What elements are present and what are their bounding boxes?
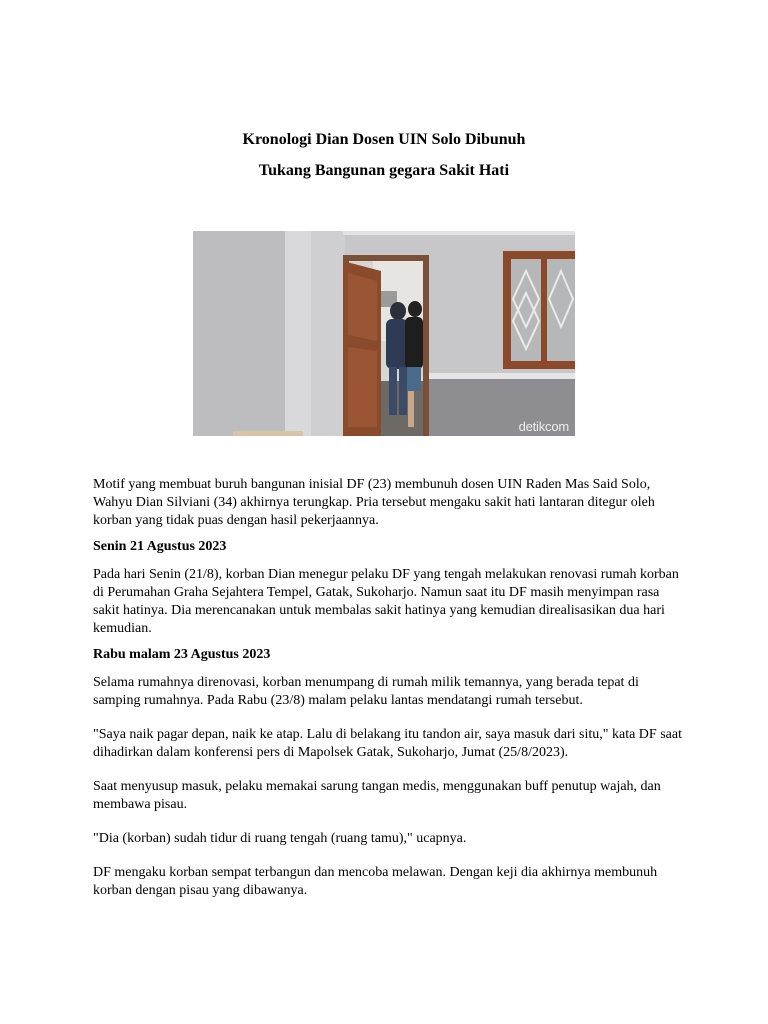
article-body (93, 476, 683, 900)
paragraph-struggle: DF mengaku korban sempat terbangun dan mencoba melawan. Dengan keji dia akhirnya membunuh korban dengan pisau yang dibawanya. (93, 865, 658, 898)
paragraph-quote-entry: "Saya naik pagar depan, naik ke atap. Lalu di belakang itu tandon air, saya masuk dari situ," kata DF saat dihadirkan dalam konferensi pers di Mapolsek Gatak, Sukoharjo, Jumat (25/8/2023). (93, 727, 682, 760)
room-scene-illustration (193, 231, 575, 436)
paragraph-quote-sleeping: "Dia (korban) sudah tidur di ruang tengah (ruang tamu)," ucapnya. (93, 831, 467, 846)
article-photo (193, 231, 575, 436)
intro-paragraph: Motif yang membuat buruh bangunan inisial DF (23) membunuh dosen UIN Raden Mas Said Solo, Wahyu Dian Silviani (34) akhirnya terungkap. Pria tersebut mengaku sakit hati lantaran ditegur oleh korban yang tidak puas dengan hasil pekerjaannya. (93, 477, 655, 528)
section-heading-wednesday: Rabu malam 23 Agustus 2023 (93, 647, 271, 662)
article-title-line-1: Kronologi Dian Dosen UIN Solo Dibunuh (242, 131, 526, 148)
paragraph-wednesday: Selama rumahnya direnovasi, korban menumpang di rumah milik temannya, yang berada tepat di samping rumahnya. Pada Rabu (23/8) malam pelaku lantas mendatangi rumah tersebut. (93, 675, 639, 708)
paragraph-monday: Pada hari Senin (21/8), korban Dian menegur pelaku DF yang tengah melakukan renovasi rumah korban di Perumahan Graha Sejahtera Tempel, Gatak, Sukoharjo. Namun saat itu DF masih menyimpan rasa sakit hatinya. Dia merencanakan untuk membalas sakit hatinya yang kemudian direalisasikan dua hari kemudian. (93, 567, 679, 636)
section-heading-monday: Senin 21 Agustus 2023 (93, 539, 227, 554)
paragraph-equipment: Saat menyusup masuk, pelaku memakai sarung tangan medis, menggunakan buff penutup wajah, dan membawa pisau. (93, 779, 661, 812)
article-title-line-2: Tukang Bangunan gegara Sakit Hati (258, 162, 510, 179)
photo-watermark: detikcom (518, 419, 569, 434)
